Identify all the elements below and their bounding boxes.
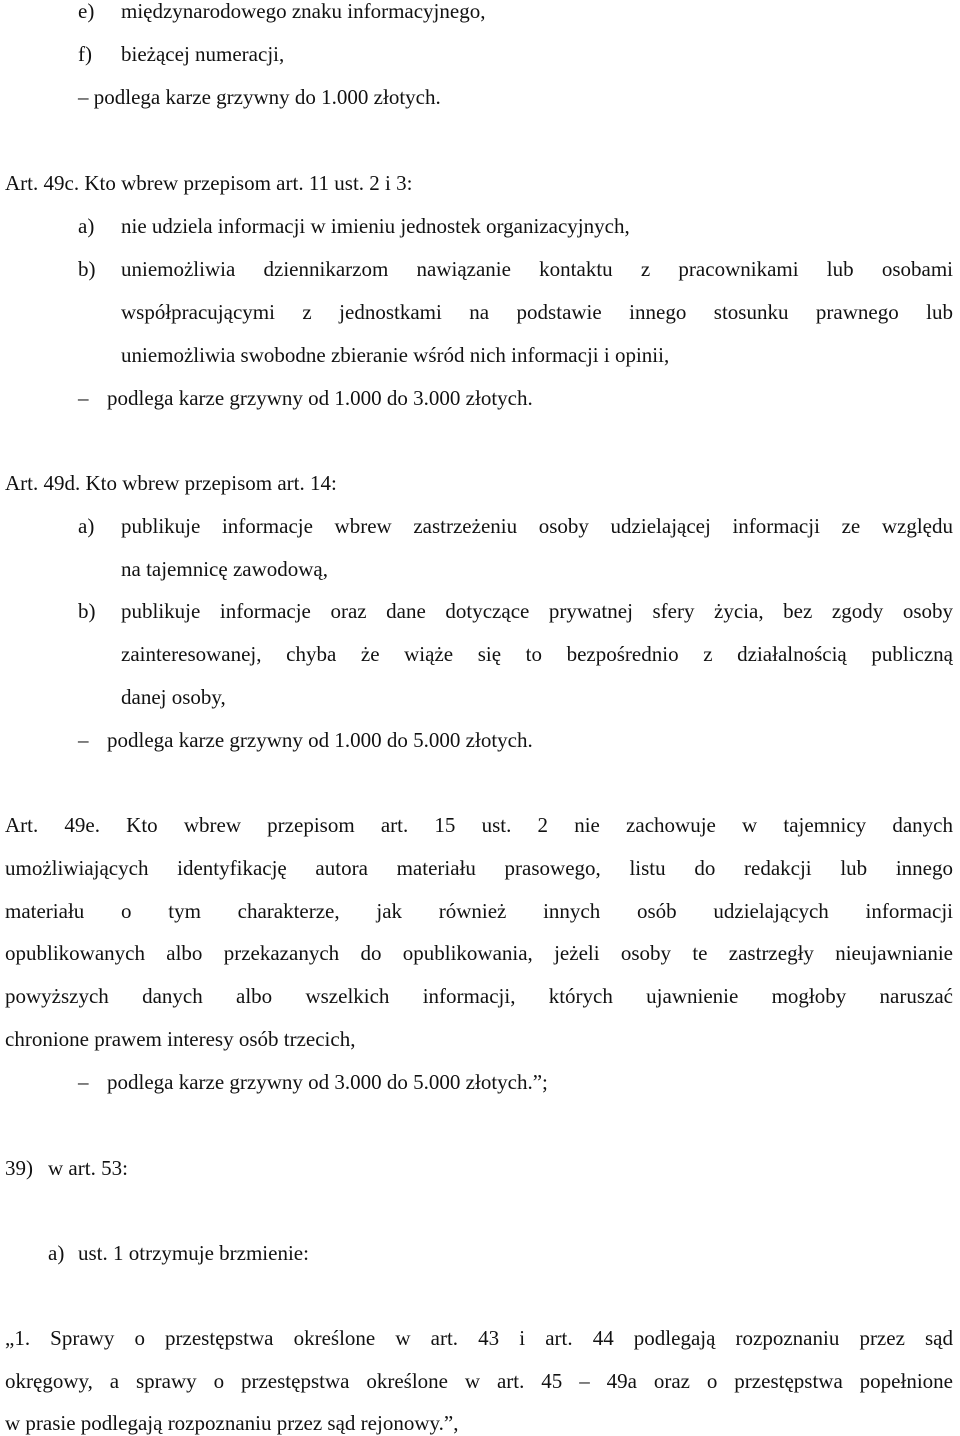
point-39a-text: ust. 1 otrzymuje brzmienie: bbox=[78, 1241, 309, 1265]
art-49e-line-1: Art. 49e. Kto wbrew przepisom art. 15 ust. 2 nie zachowuje w tajemnicy danych bbox=[5, 813, 953, 837]
art-49e-line-3: materiału o tym charakterze, jak również innych osób udzielających informacji bbox=[5, 899, 953, 923]
art-49c-b-line-2: współpracującymi z jednostkami na podstawie innego stosunku prawnego lub bbox=[121, 300, 953, 324]
quote-line-1: „1. Sprawy o przestępstwa określone w art. 43 i art. 44 podlegają rozpoznaniu przez sąd bbox=[5, 1326, 953, 1350]
art-49c-penalty-dash: – bbox=[78, 386, 89, 410]
quote-line-2: okręgowy, a sprawy o przestępstwa określone w art. 45 – 49a oraz o przestępstwa popełnione bbox=[5, 1369, 953, 1393]
art-49c-a-marker: a) bbox=[78, 214, 95, 238]
item-e-marker: e) bbox=[78, 0, 95, 23]
item-e-text: międzynarodowego znaku informacyjnego, bbox=[121, 0, 486, 23]
art-49d-b-line-2: zainteresowanej, chyba że wiąże się to bezpośrednio z działalnością publiczną bbox=[121, 642, 953, 666]
art-49d-a-line-2: na tajemnicę zawodową, bbox=[121, 557, 328, 581]
art-49e-line-4: opublikowanych albo przekazanych do opublikowania, jeżeli osoby te zastrzegły nieujawnianie bbox=[5, 941, 953, 965]
art-49c-a-text: nie udziela informacji w imieniu jednostek organizacyjnych, bbox=[121, 214, 630, 238]
art-49c-b-marker: b) bbox=[78, 257, 96, 281]
item-f-marker: f) bbox=[78, 42, 92, 66]
art-49c-intro: Art. 49c. Kto wbrew przepisom art. 11 ust. 2 i 3: bbox=[5, 171, 413, 195]
point-39a-marker: a) bbox=[48, 1241, 65, 1265]
art-49c-penalty: podlega karze grzywny od 1.000 do 3.000 złotych. bbox=[107, 386, 533, 410]
penalty-ef: – podlega karze grzywny do 1.000 złotych. bbox=[78, 85, 441, 109]
quote-line-3: w prasie podlegają rozpoznaniu przez sąd rejonowy.”, bbox=[5, 1411, 459, 1435]
art-49c-b-line-3: uniemożliwia swobodne zbieranie wśród nich informacji i opinii, bbox=[121, 343, 670, 367]
art-49e-line-6: chronione prawem interesy osób trzecich, bbox=[5, 1027, 356, 1051]
art-49d-penalty: podlega karze grzywny od 1.000 do 5.000 złotych. bbox=[107, 728, 533, 752]
art-49d-intro: Art. 49d. Kto wbrew przepisom art. 14: bbox=[5, 471, 337, 495]
art-49e-line-2: umożliwiających identyfikację autora materiału prasowego, listu do redakcji lub innego bbox=[5, 856, 953, 880]
art-49c-b-line-1: uniemożliwia dziennikarzom nawiązanie kontaktu z pracownikami lub osobami bbox=[121, 257, 953, 281]
item-f-text: bieżącej numeracji, bbox=[121, 42, 285, 66]
art-49e-penalty-dash: – bbox=[78, 1070, 89, 1094]
art-49d-b-line-1: publikuje informacje oraz dane dotyczące prywatnej sfery życia, bez zgody osoby bbox=[121, 599, 953, 623]
point-39-text: w art. 53: bbox=[48, 1156, 128, 1180]
art-49d-b-marker: b) bbox=[78, 599, 96, 623]
art-49d-b-line-3: danej osoby, bbox=[121, 685, 226, 709]
art-49d-a-line-1: publikuje informacje wbrew zastrzeżeniu osoby udzielającej informacji ze względu bbox=[121, 514, 953, 538]
art-49e-penalty: podlega karze grzywny od 3.000 do 5.000 złotych.”; bbox=[107, 1070, 548, 1094]
art-49d-penalty-dash: – bbox=[78, 728, 89, 752]
art-49d-a-marker: a) bbox=[78, 514, 95, 538]
point-39-number: 39) bbox=[5, 1156, 33, 1180]
art-49e-line-5: powyższych danych albo wszelkich informacji, których ujawnienie mogłoby naruszać bbox=[5, 984, 953, 1008]
